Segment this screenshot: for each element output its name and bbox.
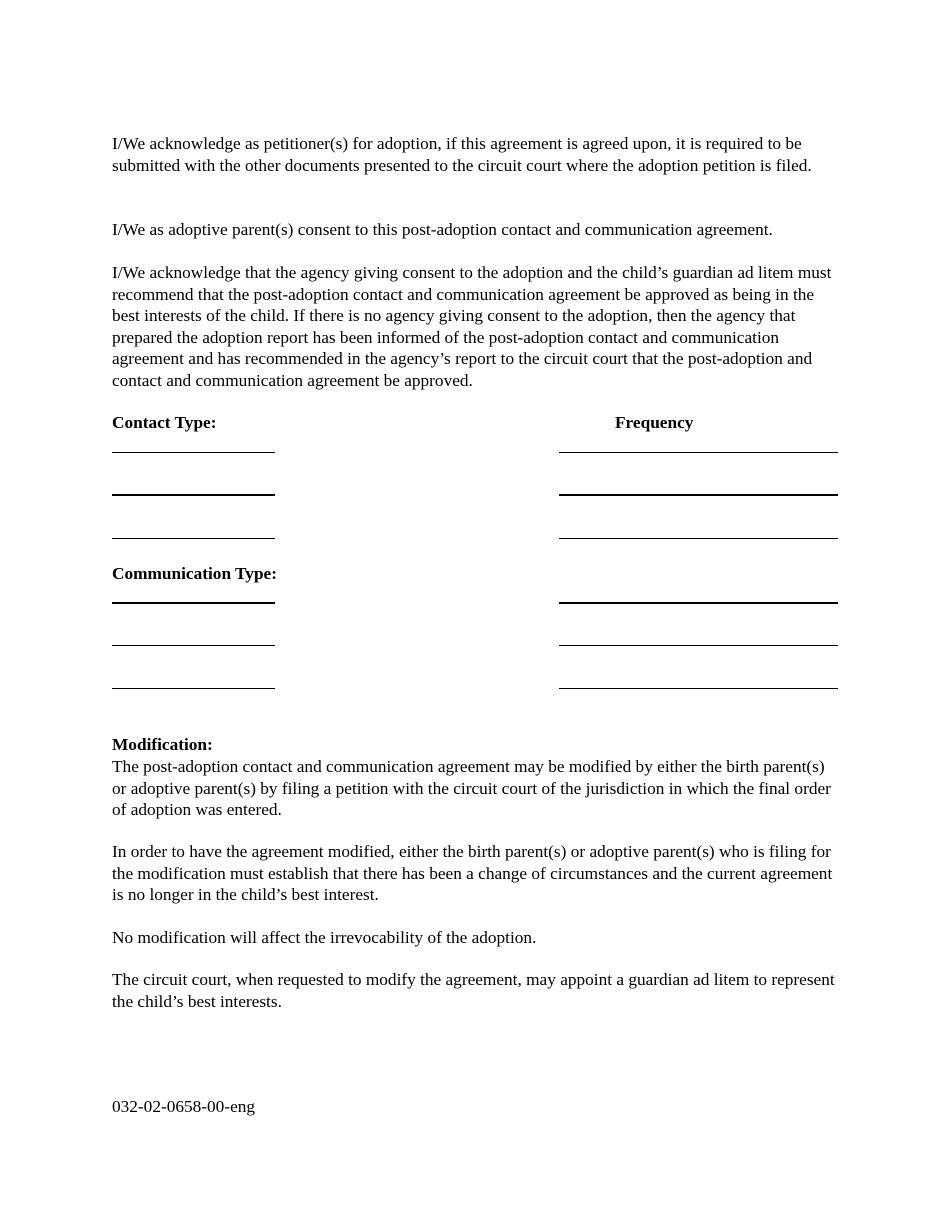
consent-paragraph: I/We as adoptive parent(s) consent to this post-adoption contact and communication agreement. [112, 220, 773, 239]
contact-type-blank-2[interactable] [112, 494, 275, 496]
contact-frequency-blank-2[interactable] [559, 494, 838, 496]
communication-type-blank-3[interactable] [112, 688, 275, 689]
contact-frequency-blank-3[interactable] [559, 538, 838, 539]
modification-circumstances-paragraph: In order to have the agreement modified, either the birth parent(s) or adoptive parent(s) who is filing for the modification must establish that there has been a change of circumstances and the current agreement is no longer in the child’s best interest. [112, 842, 833, 904]
frequency-label: Frequency [615, 413, 694, 432]
form-number: 032-02-0658-00-eng [112, 1097, 256, 1116]
irrevocability-paragraph: No modification will affect the irrevocability of the adoption. [112, 928, 537, 947]
communication-type-blank-2[interactable] [112, 645, 275, 646]
modification-heading: Modification: [112, 735, 213, 754]
communication-frequency-blank-2[interactable] [559, 645, 838, 646]
communication-frequency-blank-3[interactable] [559, 688, 838, 689]
communication-type-label: Communication Type: [112, 564, 277, 583]
guardian-ad-litem-paragraph: The circuit court, when requested to modify the agreement, may appoint a guardian ad litem to represent the child’s best interests. [112, 970, 835, 1011]
communication-frequency-blank-1[interactable] [559, 602, 838, 604]
agency-recommendation-paragraph: I/We acknowledge that the agency giving consent to the adoption and the child’s guardian ad litem must recommend that the post-adoption contact and communication agreement be approved as being in the best interests of the child. If there is no agency giving consent to the adoption, then the agency that prepared the adoption report has been informed of the post-adoption contact and communication agreement and has recommended in the agency’s report to the circuit court that the post-adoption and contact and communication agreement be approved. [112, 263, 832, 390]
contact-type-blank-3[interactable] [112, 538, 275, 539]
modification-petition-paragraph: The post-adoption contact and communication agreement may be modified by either the birth parent(s) or adoptive parent(s) by filing a petition with the circuit court of the jurisdiction in which the final order of adoption was entered. [112, 757, 831, 819]
contact-type-label: Contact Type: [112, 413, 217, 432]
contact-type-blank-1[interactable] [112, 452, 275, 453]
petitioner-acknowledgement-paragraph: I/We acknowledge as petitioner(s) for adoption, if this agreement is agreed upon, it is required to be submitted with the other documents presented to the circuit court where the adoption petition is filed. [112, 134, 812, 175]
contact-frequency-blank-1[interactable] [559, 452, 838, 453]
communication-type-blank-1[interactable] [112, 602, 275, 604]
